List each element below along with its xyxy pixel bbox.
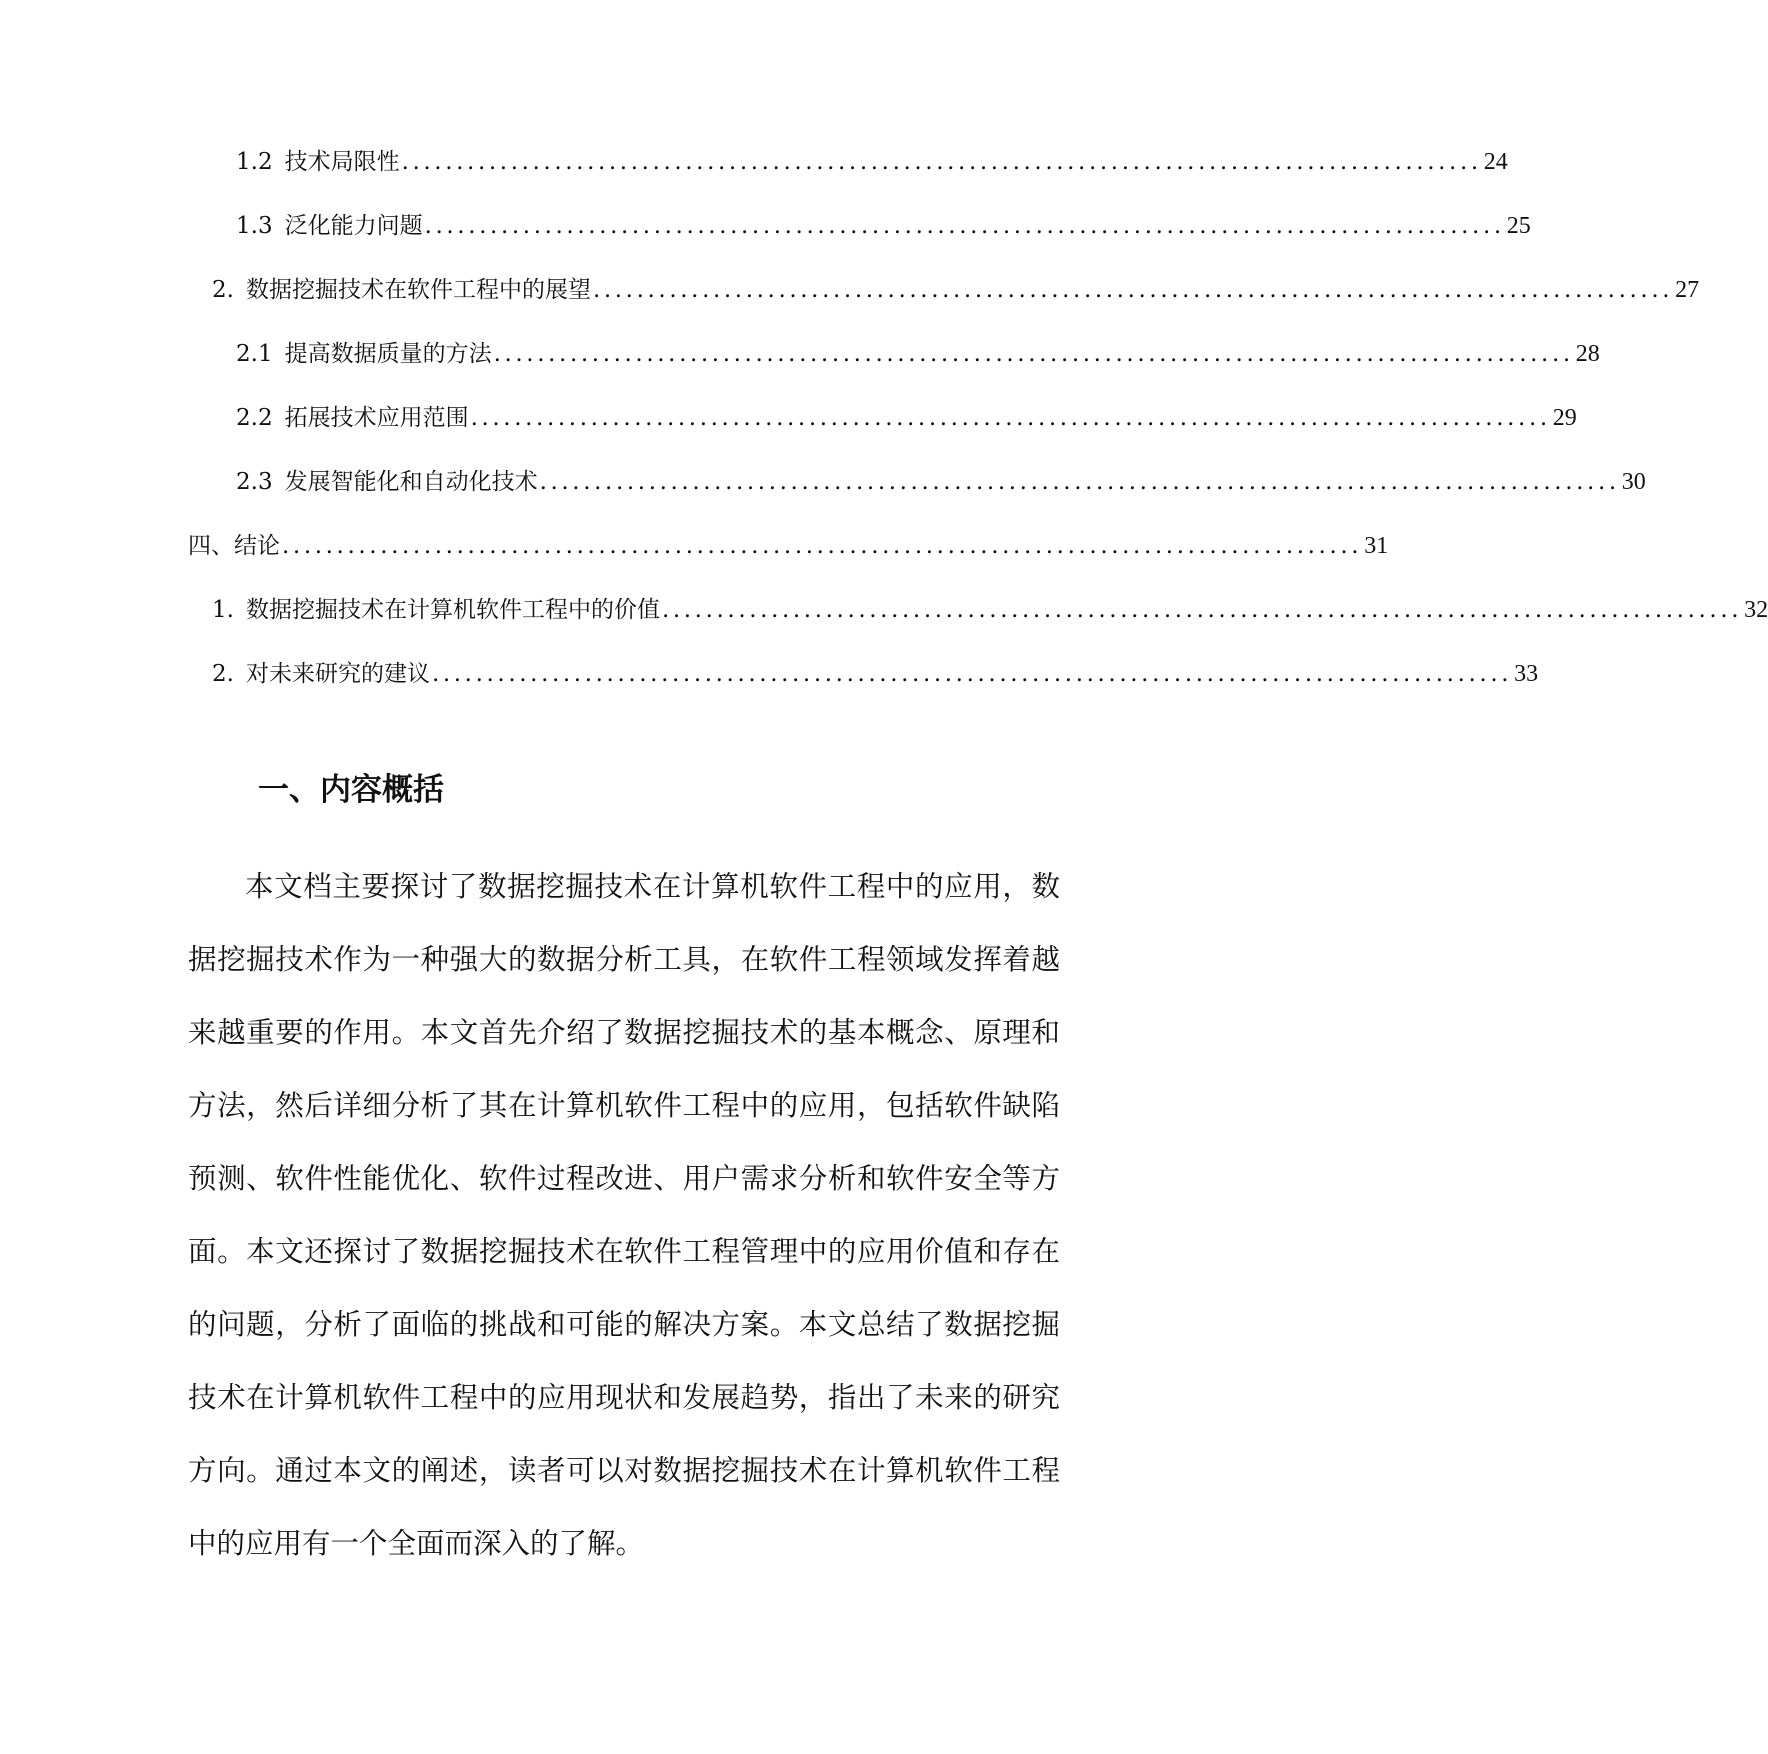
toc-entry[interactable] (236, 142, 1508, 182)
toc-leader-dots: ................................................................................................... (424, 213, 1505, 239)
toc-leader-dots: ................................................................................................... (661, 597, 1743, 623)
toc-entry[interactable] (236, 398, 1577, 438)
toc-entry-number: 1.3 (236, 213, 273, 239)
toc-entry[interactable] (212, 654, 1539, 694)
toc-leader-dots: ................................................................................................... (431, 661, 1513, 687)
toc-entry-page: 28 (1575, 341, 1600, 367)
toc-entry-title: 对未来研究的建议 (245, 661, 430, 687)
section-heading: 一、内容概括 (258, 772, 444, 808)
toc-entry[interactable] (236, 206, 1531, 246)
toc-leader-dots: ................................................................................................... (592, 277, 1674, 303)
toc-entry-page: 29 (1552, 405, 1577, 431)
toc-entry-page: 25 (1506, 213, 1531, 239)
toc-entry-page: 24 (1483, 149, 1508, 175)
toc-leader-dots: ................................................................................................... (470, 405, 1551, 431)
toc-entry-number: 2.2 (236, 405, 273, 431)
toc-entry-title: 泛化能力问题 (284, 213, 423, 239)
toc-entry[interactable] (188, 526, 1389, 566)
toc-entry[interactable] (236, 462, 1646, 502)
toc-entry-title: 数据挖掘技术在计算机软件工程中的价值 (245, 597, 660, 623)
toc-leader-dots: ................................................................................................... (401, 149, 1482, 175)
toc-entry-number: 1. (212, 597, 234, 623)
toc-entry-title: 提高数据质量的方法 (284, 341, 492, 367)
toc-entry-page: 33 (1514, 661, 1539, 687)
toc-entry-number: 2.1 (236, 341, 273, 367)
toc-entry[interactable] (236, 334, 1600, 374)
toc-entry-page: 30 (1621, 469, 1646, 495)
toc-entry-number: 2. (212, 277, 234, 303)
summary-paragraph: 本文档主要探讨了数据挖掘技术在计算机软件工程中的应用，数据挖掘技术作为一种强大的数据分析工具，在软件工程领域发挥着越来越重要的作用。本文首先介绍了数据挖掘技术的基本概念、原理和方法，然后详细分析了其在计算机软件工程中的应用，包括软件缺陷预测、软件性能优化、软件过程改进、用户需求分析和软件安全等方面。本文还探讨了数据挖掘技术在软件工程管理中的应用价值和存在的问题，分析了面临的挑战和可能的解决方案。本文总结了数据挖掘技术在计算机软件工程中的应用现状和发展趋势，指出了未来的研究方向。通过本文的阐述，读者可以对数据挖掘技术在计算机软件工程中的应用有一个全面而深入的了解。 (188, 870, 1060, 1560)
toc-entry-title: 拓展技术应用范围 (284, 405, 469, 431)
toc-entry[interactable] (212, 590, 1768, 630)
toc-entry-number: 2.3 (236, 469, 273, 495)
toc-entry[interactable] (212, 270, 1700, 310)
toc-entry-title: 数据挖掘技术在软件工程中的展望 (245, 277, 591, 303)
toc-entry-title: 发展智能化和自动化技术 (284, 469, 538, 495)
toc-leader-dots: ................................................................................................... (493, 341, 1574, 367)
toc-entry-number: 2. (212, 661, 234, 687)
toc-leader-dots: ................................................................................................... (539, 469, 1620, 495)
toc-entry-number: 1.2 (236, 149, 273, 175)
toc-entry-title: 四、结论 (188, 533, 280, 559)
toc-entry-title: 技术局限性 (284, 149, 400, 175)
toc-entry-page: 32 (1744, 597, 1768, 623)
toc-entry-page: 27 (1675, 277, 1700, 303)
toc-entry-page: 31 (1364, 533, 1389, 559)
toc-leader-dots: ................................................................................................... (282, 533, 1363, 559)
